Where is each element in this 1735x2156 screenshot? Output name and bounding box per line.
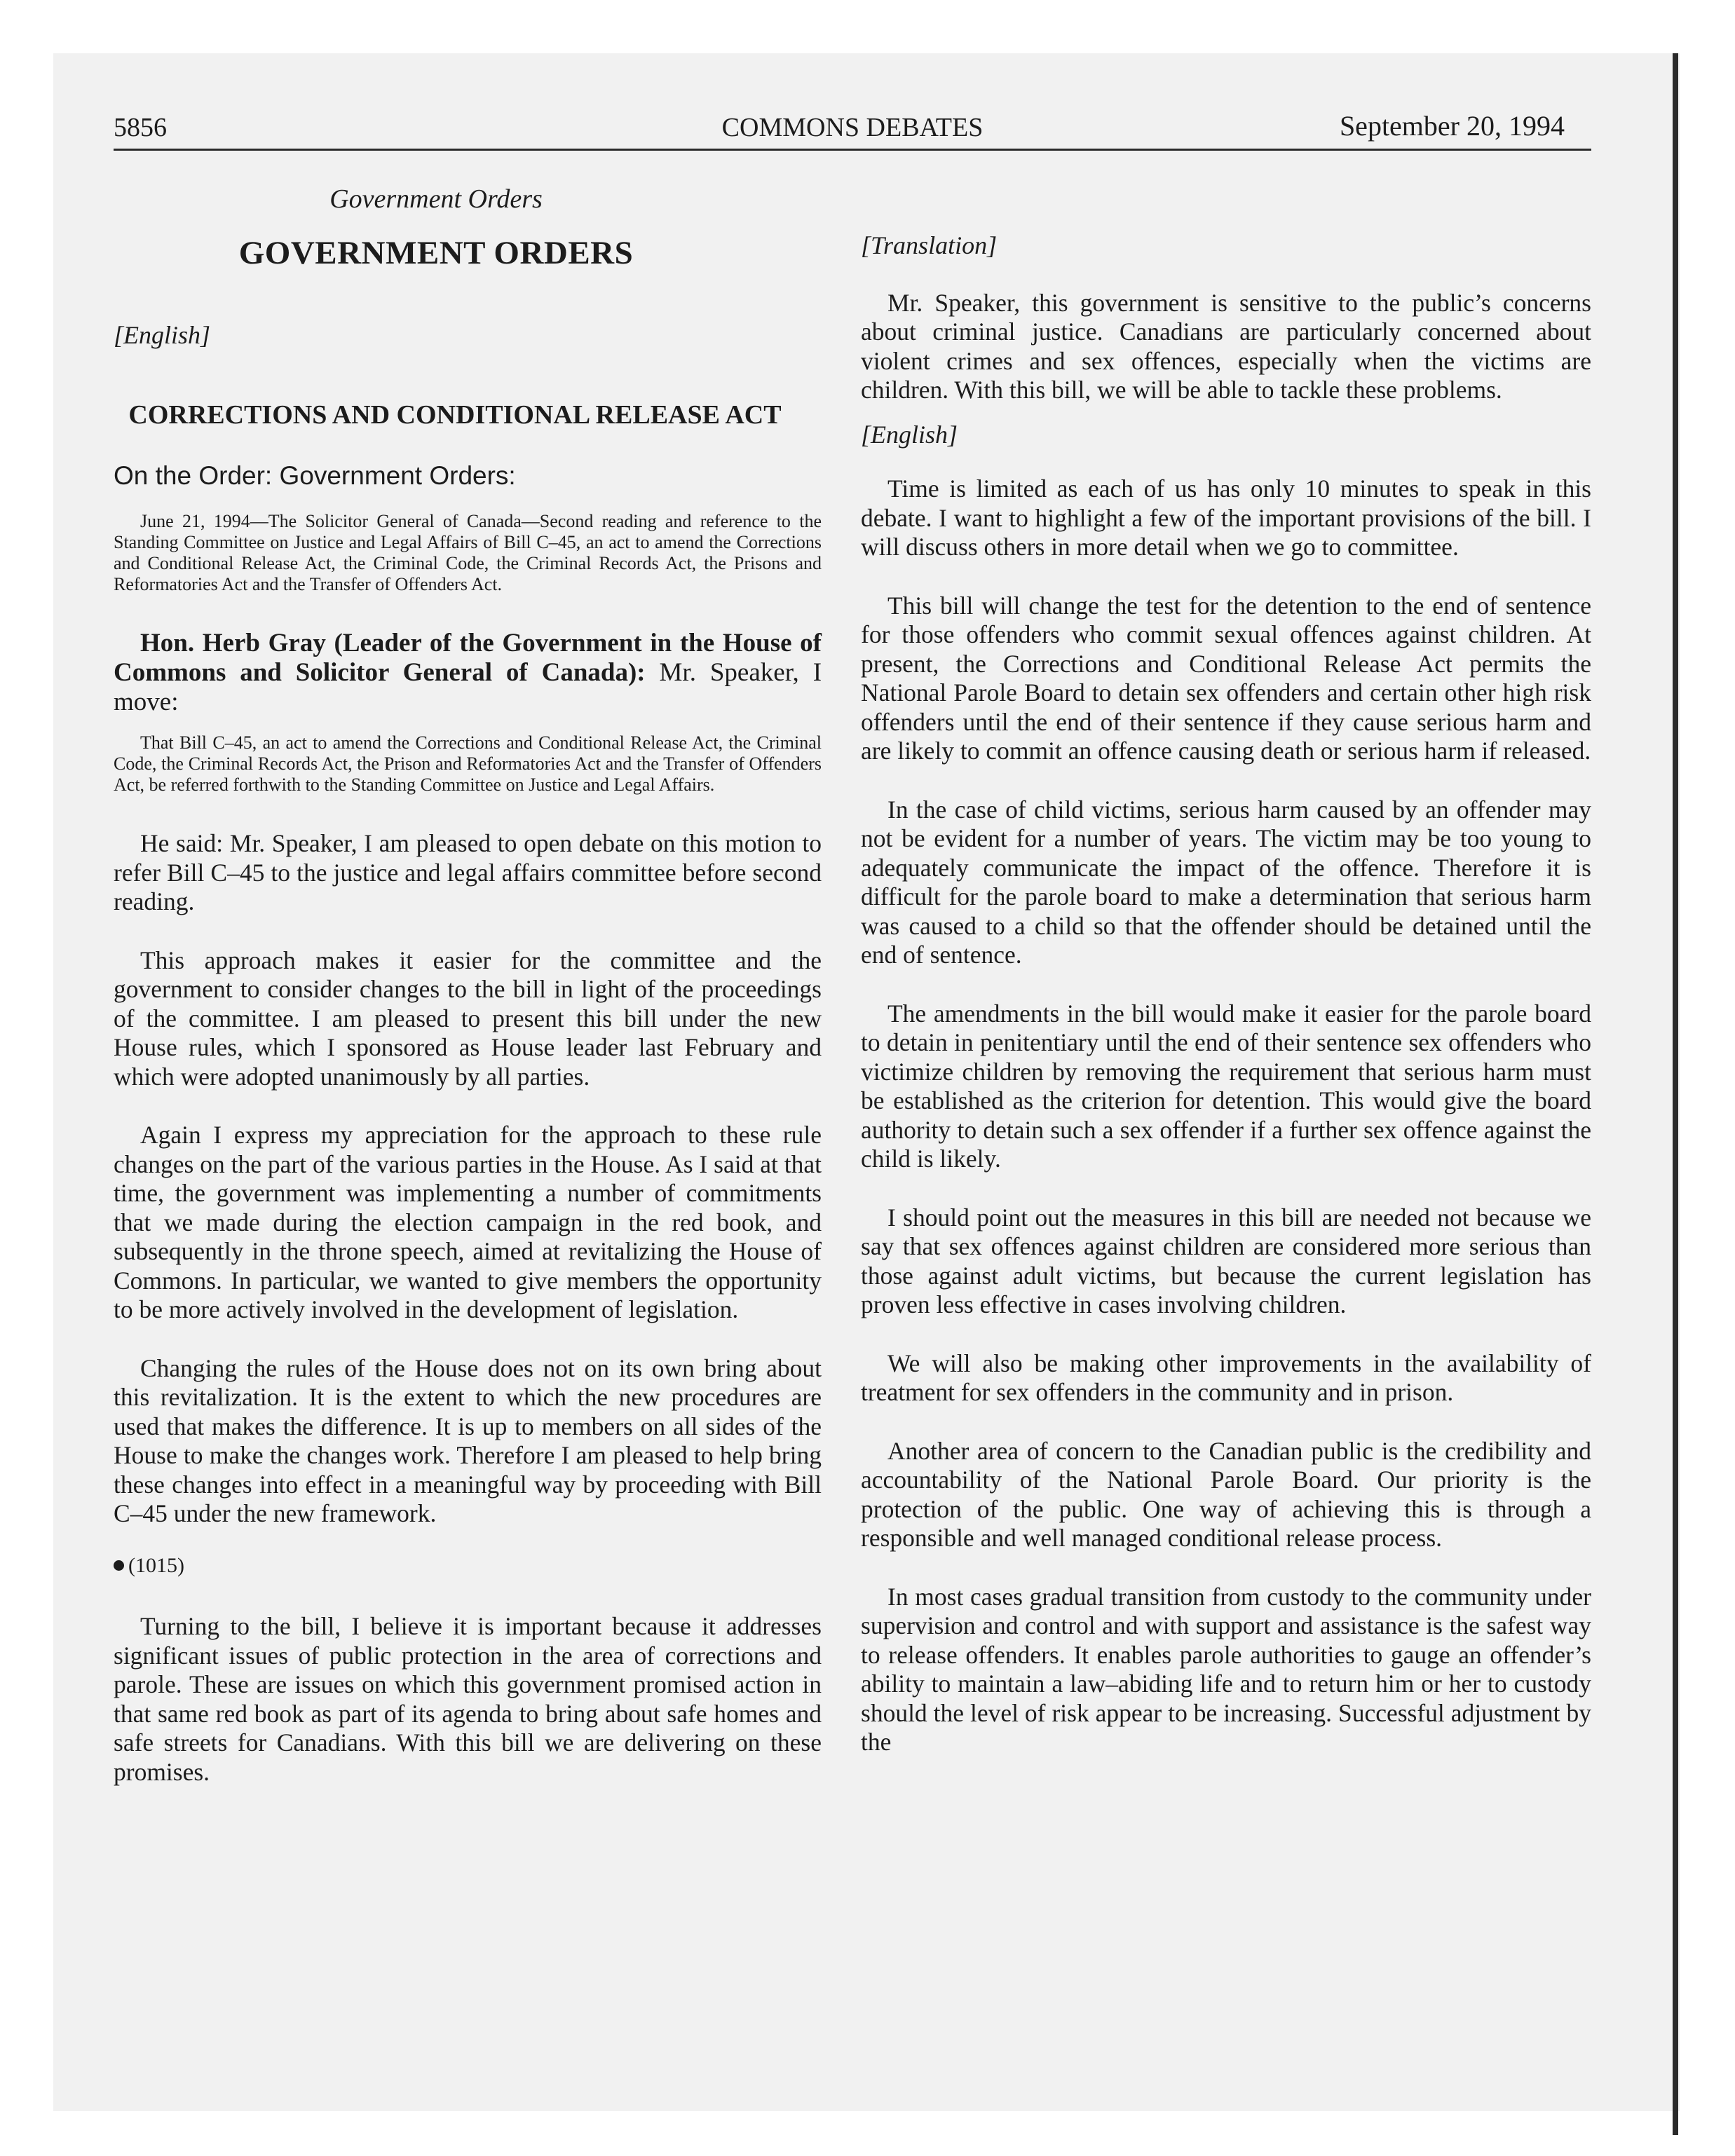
- language-marker-translation: [Translation]: [861, 231, 998, 259]
- paragraph: Time is limited as each of us has only 10 minutes to speak in this debate. I want to highlight a few of the important provisions of the bill. I will discuss others in more detail when we go to committee.: [861, 475, 1591, 561]
- spacer: [114, 917, 822, 946]
- paragraph: I should point out the measures in this bill are needed not because we say that sex offences against children are considered more serious than those against adult victims, but because the current legislation has proven less effective in cases involving children.: [861, 1203, 1591, 1318]
- spacer: [861, 562, 1591, 592]
- left-column: [114, 184, 822, 1787]
- right-column: [861, 184, 1591, 1757]
- section-label: Government Orders: [329, 184, 543, 214]
- paragraph: The amendments in the bill would make it easier for the parole board to detain in penitentiary until the end of their sentence sex offenders who victimize children by removing the requirement that serious harm must be established as the criterion for detention. This would give the board authority to detain such a sex offender if a further sex offence against the child is likely.: [861, 999, 1591, 1173]
- spacer: [861, 1320, 1591, 1349]
- paragraph: Another area of concern to the Canadian public is the credibility and accountability of the National Parole Board. Our priority is the protection of the public. One way of achieving this is through a responsible and well managed conditional release process.: [861, 1436, 1591, 1552]
- spacer: [861, 1553, 1591, 1583]
- bill-heading: CORRECTIONS AND CONDITIONAL RELEASE ACT: [128, 400, 782, 430]
- spacer: [861, 970, 1591, 999]
- bullet-icon: [114, 1560, 124, 1571]
- speaker-name: Hon. Herb Gray (Leader of the Government in the House of Commons and Solicitor General of Canada):: [114, 629, 822, 687]
- paragraph: Changing the rules of the House does not on its own bring about this revitalization. It is the extent to which the new procedures are used that makes the difference. It is up to members on all sides of the House to make the changes work. Therefore I am pleased to help bring these changes into effect in a meaningful way by proceeding with Bill C–45 under the new framework.: [114, 1353, 822, 1527]
- spacer: [861, 766, 1591, 796]
- time-marker-text: (1015): [128, 1553, 184, 1577]
- spacer: [114, 717, 822, 732]
- paragraph: This approach makes it easier for the committee and the government to consider changes to the bill in light of the proceedings of the committee. I am pleased to present this bill under the new House rules, which I sponsored as House leader last February and which were adopted unanimously by all parties.: [114, 946, 822, 1091]
- main-heading: GOVERNMENT ORDERS: [238, 235, 634, 271]
- paragraph: Mr. Speaker, this government is sensitive to the public’s concerns about criminal justice. Canadians are particularly concerned about violent crimes and sex offences, especially when the victims are children. With this bill, we will be able to tackle these problems.: [861, 288, 1591, 404]
- spacer: [114, 1325, 822, 1354]
- journal-title: COMMONS DEBATES: [721, 113, 984, 142]
- language-marker-english: [English]: [114, 321, 211, 349]
- paragraph: In most cases gradual transition from custody to the community under supervision and control and with support and assistance is the safest way to release offenders. It enables parole authorities to gauge an offender’s ability to maintain a law–abiding life and to return him or her to custody should the level of risk appear to be increasing. Successful adjustment by the: [861, 1582, 1591, 1756]
- speaker-text: Mr. Speaker, I move:: [114, 658, 822, 716]
- paragraph: This bill will change the test for the detention to the end of sentence for those offenders who commit sexual offences against children. At present, the Corrections and Conditional Release Act permits the National Parole Board to detain sex offenders and certain other high risk offenders until the end of their sentence if they cause serious harm and are likely to commit an offence causing death or serious harm if released.: [861, 591, 1591, 765]
- order-detail: June 21, 1994—The Solicitor General of Canada—Second reading and reference to the Standing Committee on Justice and Legal Affairs of Bill C–45, an act to amend the Corrections and Conditional Release Act, the Criminal Code, the Criminal Records Act, the Prisons and Reformatories Act and the Transfer of Offenders Act.: [114, 511, 822, 594]
- motion-text: That Bill C–45, an act to amend the Corrections and Conditional Release Act, the Criminal Code, the Criminal Records Act, the Prison and Reformatories Act and the Transfer of Offenders Act, be referred forthwith to the Standing Committee on Justice and Legal Affairs.: [114, 732, 822, 795]
- running-head: [114, 107, 1591, 151]
- paragraph: Turning to the bill, I believe it is important because it addresses significant issues of public protection in the area of corrections and parole. These are issues on which this government promised action in that same red book as part of its agenda to bring about safe homes and safe streets for Canadians. With this bill we are delivering on these promises.: [114, 1612, 822, 1786]
- paragraph: In the case of child victims, serious harm caused by an offender may not be evident for a number of years. The victim may be too young to adequately communicate the impact of the offence. Therefore it is difficult for the parole board to make a determination that serious harm was caused to a child so that the offender should be detained until the end of sentence.: [861, 795, 1591, 969]
- issue-date: September 20, 1994: [1339, 110, 1565, 142]
- time-marker: [114, 1551, 822, 1581]
- paragraph: We will also be making other improvements in the availability of treatment for sex offenders in the community and in prison.: [861, 1349, 1591, 1406]
- order-line: On the Order: Government Orders:: [114, 460, 516, 490]
- spacer: [861, 184, 1591, 231]
- spacer: [861, 1407, 1591, 1437]
- speaker-intro: [114, 629, 822, 717]
- spacer: [114, 1091, 822, 1121]
- spacer: [861, 405, 1591, 421]
- paragraph: He said: Mr. Speaker, I am pleased to open debate on this motion to refer Bill C–45 to the justice and legal affairs committee before second reading.: [114, 829, 822, 915]
- page-number: 5856: [114, 113, 167, 142]
- spacer: [861, 1174, 1591, 1203]
- page-edge-shadow: [1673, 53, 1678, 2135]
- paragraph: Again I express my appreciation for the approach to these rule changes on the part of the various parties in the House. As I said at that time, the government was implementing a number of commitments that we made during the election campaign in the red book, and subsequently in the throne speech, aimed at revitalizing the House of Commons. In particular, we wanted to give members the opportunity to be more actively involved in the development of legislation.: [114, 1121, 822, 1323]
- language-marker-english: [English]: [861, 420, 958, 449]
